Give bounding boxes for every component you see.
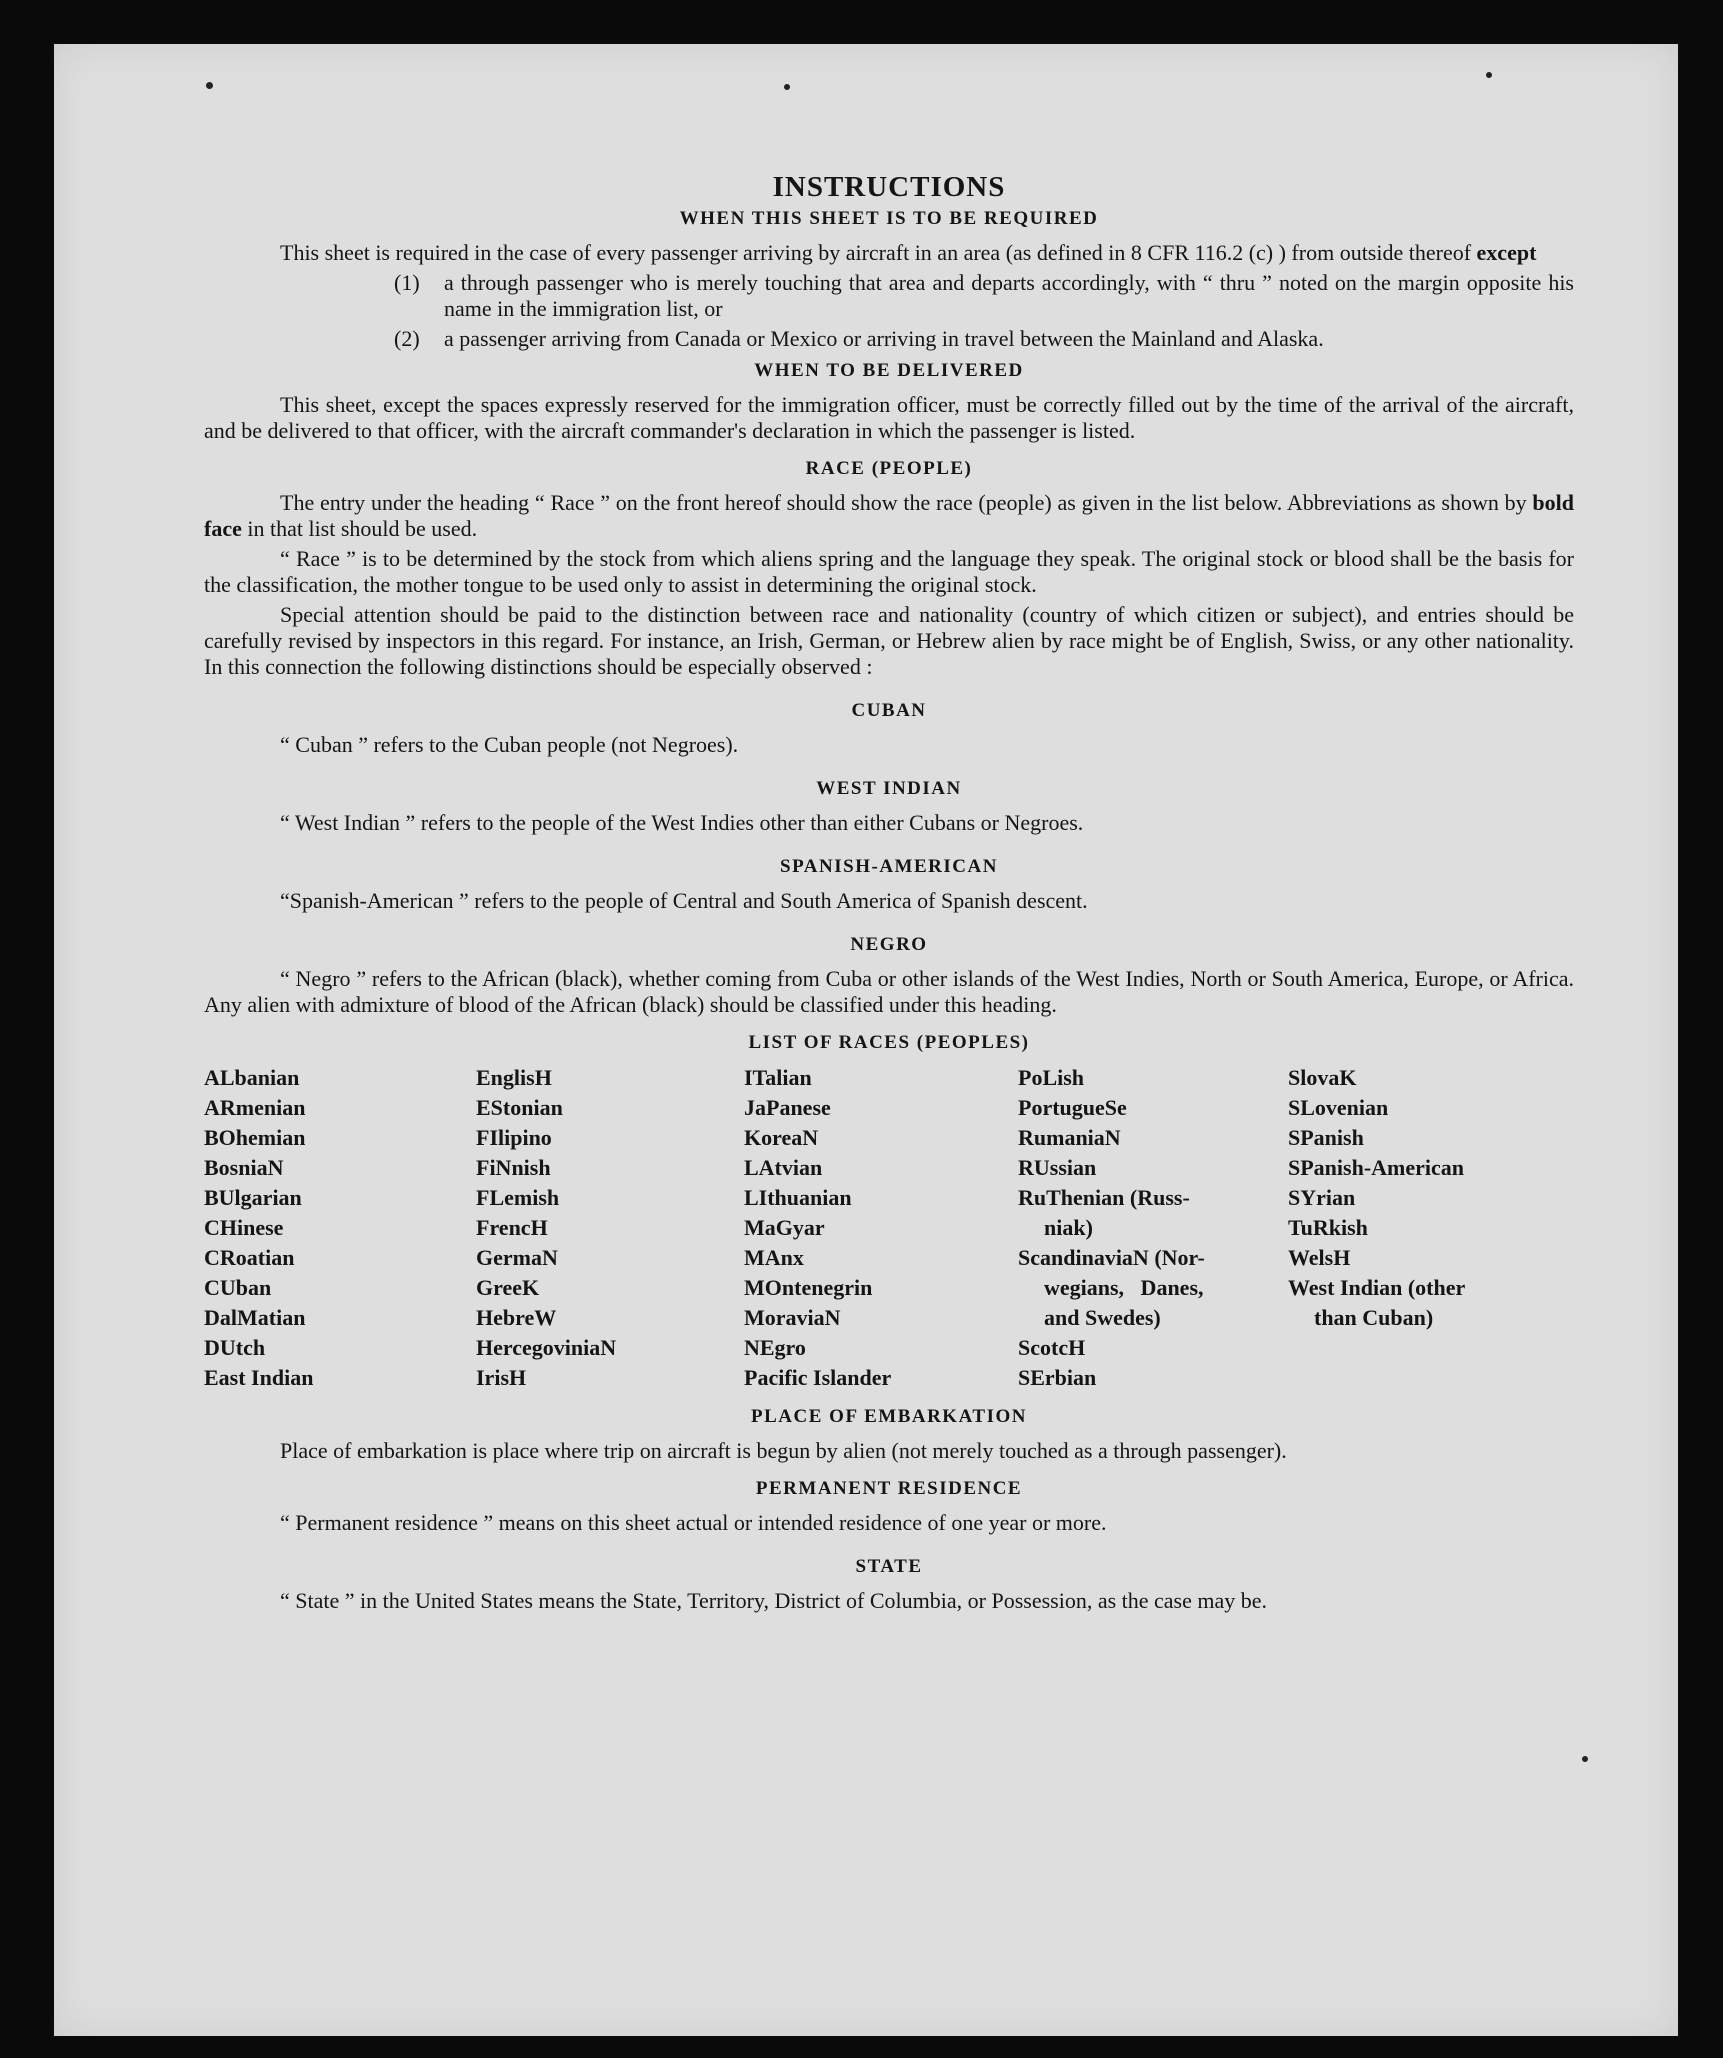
list-item: KoreaN (744, 1125, 819, 1150)
list-item: DUtch (204, 1335, 266, 1360)
list-item: DalMatian (204, 1305, 306, 1330)
cuban-text: “ Cuban ” refers to the Cuban people (not Negroes). (280, 732, 739, 757)
print-speck (206, 82, 213, 89)
list-item: ALbanian (204, 1065, 300, 1090)
exception-item: (1) a through passenger who is merely touching that area and departs accordingly, with “ thru ” noted on the margin opposite his name in the immigration list, or (394, 270, 1574, 321)
list-item-continuation: than Cuban) (1314, 1305, 1434, 1330)
list-item: RUssian (1018, 1155, 1097, 1180)
list-item: SPanish (1288, 1125, 1364, 1150)
list-item: RuThenian (Russ- (1018, 1185, 1190, 1210)
race-list-table (204, 1064, 1574, 1394)
list-item: GreeK (476, 1275, 540, 1300)
list-item: JaPanese (744, 1095, 831, 1120)
section-heading-negro: NEGRO (850, 934, 928, 955)
section-heading-list-of-races: LIST OF RACES (PEOPLES) (748, 1032, 1030, 1053)
list-item: SErbian (1018, 1365, 1097, 1390)
list-item-continuation: niak) (1044, 1215, 1093, 1240)
list-item: FrencH (476, 1215, 548, 1240)
list-item: PoLish (1018, 1065, 1085, 1090)
list-item: ScandinaviaN (Nor- (1018, 1245, 1205, 1270)
section-heading-state: STATE (855, 1556, 923, 1577)
list-item: MaGyar (744, 1215, 825, 1240)
print-speck (1486, 72, 1492, 78)
section-heading-permanent-residence: PERMANENT RESIDENCE (755, 1478, 1023, 1499)
section-heading-cuban: CUBAN (851, 700, 927, 721)
race-paragraph-3: Special attention should be paid to the distinction between race and nationality (country of which citizen or subject), and entries should be carefully revised by inspectors in this regard. For instance, an Irish, German, or Hebrew alien by race might be of English, Swiss, or any other nationality. In this connection the following distinctions should be especially observed : (204, 602, 1574, 679)
race-paragraph-1: The entry under the heading “ Race ” on the front hereof should show the race (people) as given in the list below. Abbreviations as shown by bold face in that list should be used. (204, 490, 1574, 541)
list-item: HercegoviniaN (476, 1335, 617, 1360)
list-item: CHinese (204, 1215, 284, 1240)
race-list-column-3 (744, 1064, 1018, 1394)
exception-item: (2) a passenger arriving from Canada or Mexico or arriving in travel between the Mainland and Alaska. (394, 326, 1324, 351)
list-item: SLovenian (1288, 1095, 1389, 1120)
permanent-residence-text: “ Permanent residence ” means on this sheet actual or intended residence of one year or more. (280, 1510, 1107, 1535)
section-heading-west-indian: WEST INDIAN (816, 778, 962, 799)
list-item: ScotcH (1018, 1335, 1086, 1360)
race-list-column-4 (1018, 1064, 1288, 1394)
embarkation-text: Place of embarkation is place where trip on aircraft is begun by alien (not merely touched as a through passenger). (280, 1438, 1287, 1463)
list-item-continuation: and Swedes) (1044, 1305, 1161, 1330)
list-item: LIthuanian (744, 1185, 852, 1210)
section-heading-embarkation: PLACE OF EMBARKATION (751, 1406, 1027, 1427)
page-title: INSTRUCTIONS (772, 171, 1006, 203)
list-item: BOhemian (204, 1125, 306, 1150)
race-list-column-2 (476, 1064, 744, 1394)
race-list-column-5 (1288, 1064, 1518, 1394)
list-item: BosniaN (204, 1155, 284, 1180)
exception-list (204, 270, 1574, 352)
required-intro: This sheet is required in the case of every passenger arriving by aircraft in an area (as defined in 8 CFR 116.2 (c) ) from outside thereof except (280, 240, 1537, 265)
list-item: LAtvian (744, 1155, 823, 1180)
list-item: MoraviaN (744, 1305, 841, 1330)
list-item (1288, 1364, 1518, 1394)
list-item: PortugueSe (1018, 1095, 1127, 1120)
print-speck (1582, 1756, 1588, 1762)
list-item: IrisH (476, 1365, 527, 1390)
list-item: SYrian (1288, 1185, 1356, 1210)
list-item: EStonian (476, 1095, 563, 1120)
list-item: HebreW (476, 1305, 557, 1330)
list-item: Pacific Islander (744, 1365, 892, 1390)
list-item: FiNnish (476, 1155, 551, 1180)
race-paragraph-2: “ Race ” is to be determined by the stock from which aliens spring and the language they speak. The original stock or blood shall be the basis for the classification, the mother tongue to be used only to assist in determining the original stock. (204, 546, 1574, 597)
list-item: BUlgarian (204, 1185, 302, 1210)
list-item: NEgro (744, 1335, 806, 1360)
document-page (54, 44, 1678, 2036)
list-item (1288, 1334, 1518, 1364)
list-item: MOntenegrin (744, 1275, 873, 1300)
race-list-column-1 (204, 1064, 476, 1394)
list-item: GermaN (476, 1245, 558, 1270)
state-text: “ State ” in the United States means the State, Territory, District of Columbia, or Possession, as the case may be. (280, 1588, 1268, 1613)
list-item: MAnx (744, 1245, 804, 1270)
west-indian-text: “ West Indian ” refers to the people of the West Indies other than either Cubans or Negroes. (280, 810, 1084, 835)
section-heading-race: RACE (PEOPLE) (805, 458, 973, 479)
list-item: RumaniaN (1018, 1125, 1121, 1150)
list-item: ARmenian (204, 1095, 306, 1120)
section-heading-required: WHEN THIS SHEET IS TO BE REQUIRED (679, 208, 1099, 229)
list-item: ITalian (744, 1065, 812, 1090)
delivered-text: This sheet, except the spaces expressly reserved for the immigration officer, must be correctly filled out by the time of the arrival of the aircraft, and be delivered to that officer, with the aircraft commander's declaration in which the passenger is listed. (204, 392, 1574, 443)
spanish-american-text: “Spanish-American ” refers to the people of Central and South America of Spanish descent. (280, 888, 1088, 913)
negro-text: “ Negro ” refers to the African (black), whether coming from Cuba or other islands of the West Indies, North or South America, Europe, or Africa. Any alien with admixture of blood of the African (black) should be classified under this heading. (204, 966, 1574, 1017)
list-item: SlovaK (1288, 1065, 1357, 1090)
print-speck (784, 84, 790, 90)
list-item: West Indian (other (1288, 1275, 1466, 1300)
list-item: TuRkish (1288, 1215, 1368, 1240)
list-item: EnglisH (476, 1065, 552, 1090)
list-item: WelsH (1288, 1245, 1351, 1270)
list-item: East Indian (204, 1365, 314, 1390)
list-item-continuation: wegians, Danes, (1044, 1275, 1204, 1300)
section-heading-spanish-american: SPANISH-AMERICAN (780, 856, 998, 877)
list-item: CUban (204, 1275, 272, 1300)
list-item: FLemish (476, 1185, 560, 1210)
list-item: SPanish-American (1288, 1155, 1464, 1180)
instructions-content (204, 171, 1574, 1618)
section-heading-delivered: WHEN TO BE DELIVERED (754, 360, 1024, 381)
list-item: FIlipino (476, 1125, 552, 1150)
list-item: CRoatian (204, 1245, 295, 1270)
